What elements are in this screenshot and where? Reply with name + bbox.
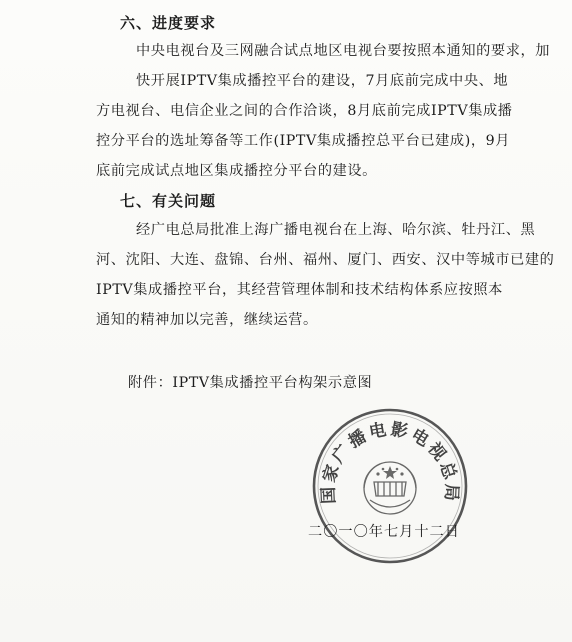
section-heading-progress: 六、进度要求: [120, 14, 217, 32]
official-seal: [308, 404, 472, 568]
paragraph-line: IPTV集成播控平台，其经营管理体制和技术结构体系应按照本: [96, 282, 503, 298]
section-heading-issues: 七、有关问题: [120, 192, 217, 210]
section-body-progress: [96, 36, 551, 186]
paragraph-line: 河、沈阳、大连、盘锦、台州、福州、厦门、西安、汉中等城市已建的: [96, 252, 555, 268]
document-date: 二〇一〇年七月十二日: [308, 524, 460, 540]
national-emblem-icon: [364, 462, 416, 514]
section-body-issues: [96, 215, 555, 335]
paragraph-line: 通知的精神加以完善，继续运营。: [96, 312, 318, 328]
attachment-note: 附件：IPTV集成播控平台构架示意图: [128, 375, 373, 391]
paragraph-line: 经广电总局批准上海广播电视台在上海、哈尔滨、牡丹江、黑: [136, 222, 536, 238]
paragraph-line: 底前完成试点地区集成播控分平台的建设。: [96, 163, 377, 179]
paragraph-line: 方电视台、电信企业之间的合作洽谈，8月底前完成IPTV集成播: [96, 103, 513, 119]
seal-text: 国家广播电影电视总局: [318, 419, 462, 505]
paragraph-line: 中央电视台及三网融合试点地区电视台要按照本通知的要求，加快开展IPTV集成播控平台的建设，7月底前完成中央、地: [136, 43, 551, 89]
paragraph-line: 控分平台的选址筹备等工作(IPTV集成播控总平台已建成)，9月: [96, 133, 511, 149]
